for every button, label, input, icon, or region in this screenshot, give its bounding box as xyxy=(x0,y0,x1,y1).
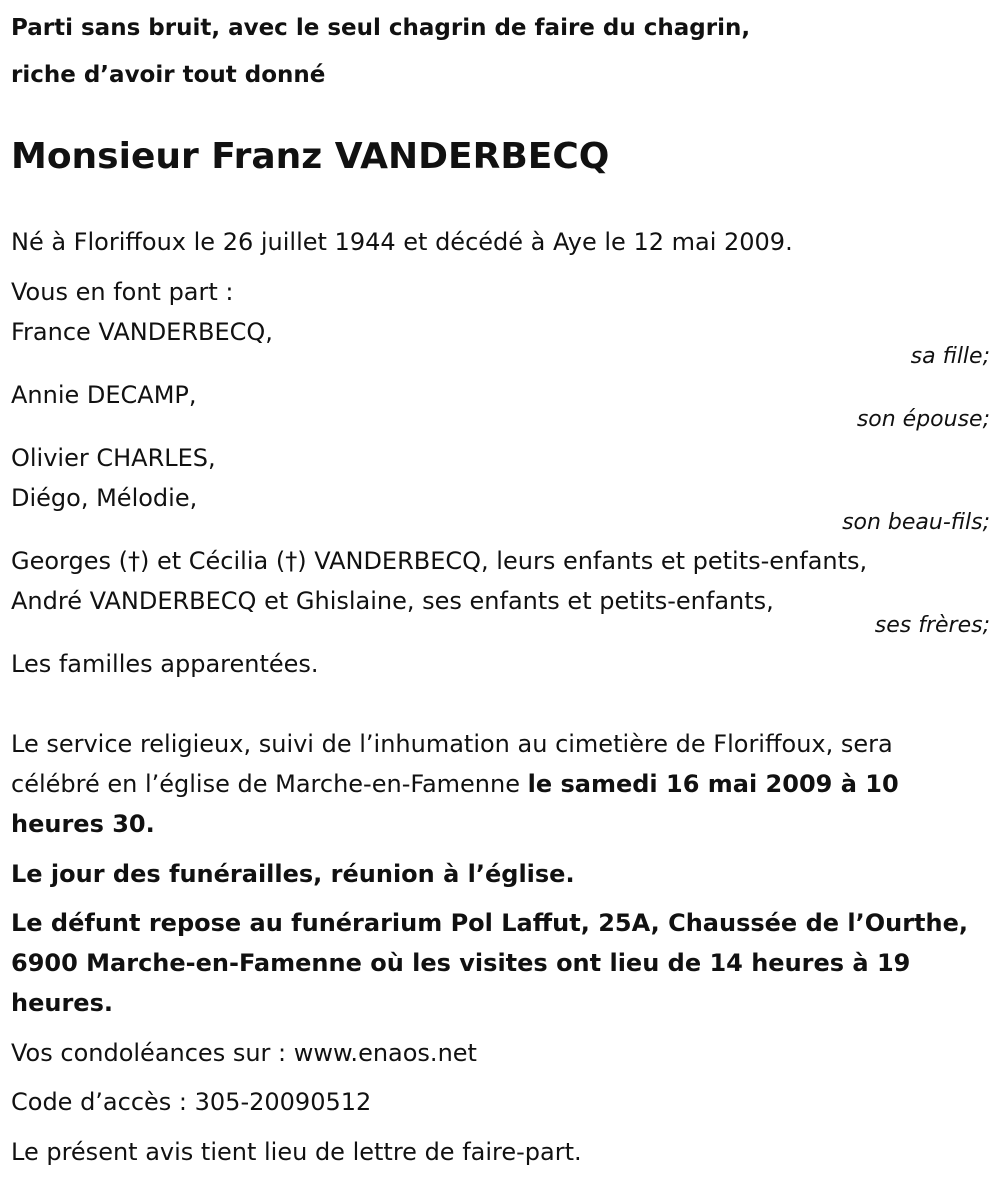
related-families: Les familles apparentées. xyxy=(11,650,319,678)
service-line-2-normal: célébré en l’église de Marche-en-Famenne xyxy=(11,770,528,798)
service-line-1: Le service religieux, suivi de l’inhumation au cimetière de Floriffoux, sera xyxy=(11,730,893,758)
repose-line-2: 6900 Marche-en-Famenne où les visites ont lieu de 14 heures à 19 xyxy=(11,949,911,977)
repose-line-3: heures. xyxy=(11,989,113,1017)
brothers-relation: ses frères; xyxy=(874,613,990,638)
daughter-relation: sa fille; xyxy=(910,344,990,369)
motto-line-2: riche d’avoir tout donné xyxy=(11,62,326,88)
deceased-name: Monsieur Franz VANDERBECQ xyxy=(11,136,610,177)
gathering-text: Le jour des funérailles, réunion à l’église. xyxy=(11,860,575,888)
announce-intro: Vous en font part : xyxy=(11,278,234,306)
motto-line-1: Parti sans bruit, avec le seul chagrin de faire du chagrin, xyxy=(11,15,751,41)
access-code-text: Code d’accès : 305-20090512 xyxy=(11,1088,372,1116)
wife-relation: son épouse; xyxy=(856,407,990,432)
daughter-name: France VANDERBECQ, xyxy=(11,318,273,346)
stepson-name: Olivier CHARLES, xyxy=(11,444,216,472)
closing-text: Le présent avis tient lieu de lettre de faire-part. xyxy=(11,1138,582,1166)
service-line-2 xyxy=(11,764,899,804)
condolences-text: Vos condoléances sur : www.enaos.net xyxy=(11,1039,477,1067)
service-line-3: heures 30. xyxy=(11,810,155,838)
service-date-bold: le samedi 16 mai 2009 à 10 xyxy=(527,770,899,798)
wife-name: Annie DECAMP, xyxy=(11,381,197,409)
stepson-relation: son beau-fils; xyxy=(842,510,990,535)
repose-line-1: Le défunt repose au funérarium Pol Laffut, 25A, Chaussée de l’Ourthe, xyxy=(11,909,968,937)
birth-death-text: Né à Floriffoux le 26 juillet 1944 et décédé à Aye le 12 mai 2009. xyxy=(11,228,793,256)
stepson-children: Diégo, Mélodie, xyxy=(11,484,198,512)
brother-line-1: Georges (†) et Cécilia (†) VANDERBECQ, leurs enfants et petits-enfants, xyxy=(11,547,868,575)
brother-line-2: André VANDERBECQ et Ghislaine, ses enfants et petits-enfants, xyxy=(11,587,774,615)
